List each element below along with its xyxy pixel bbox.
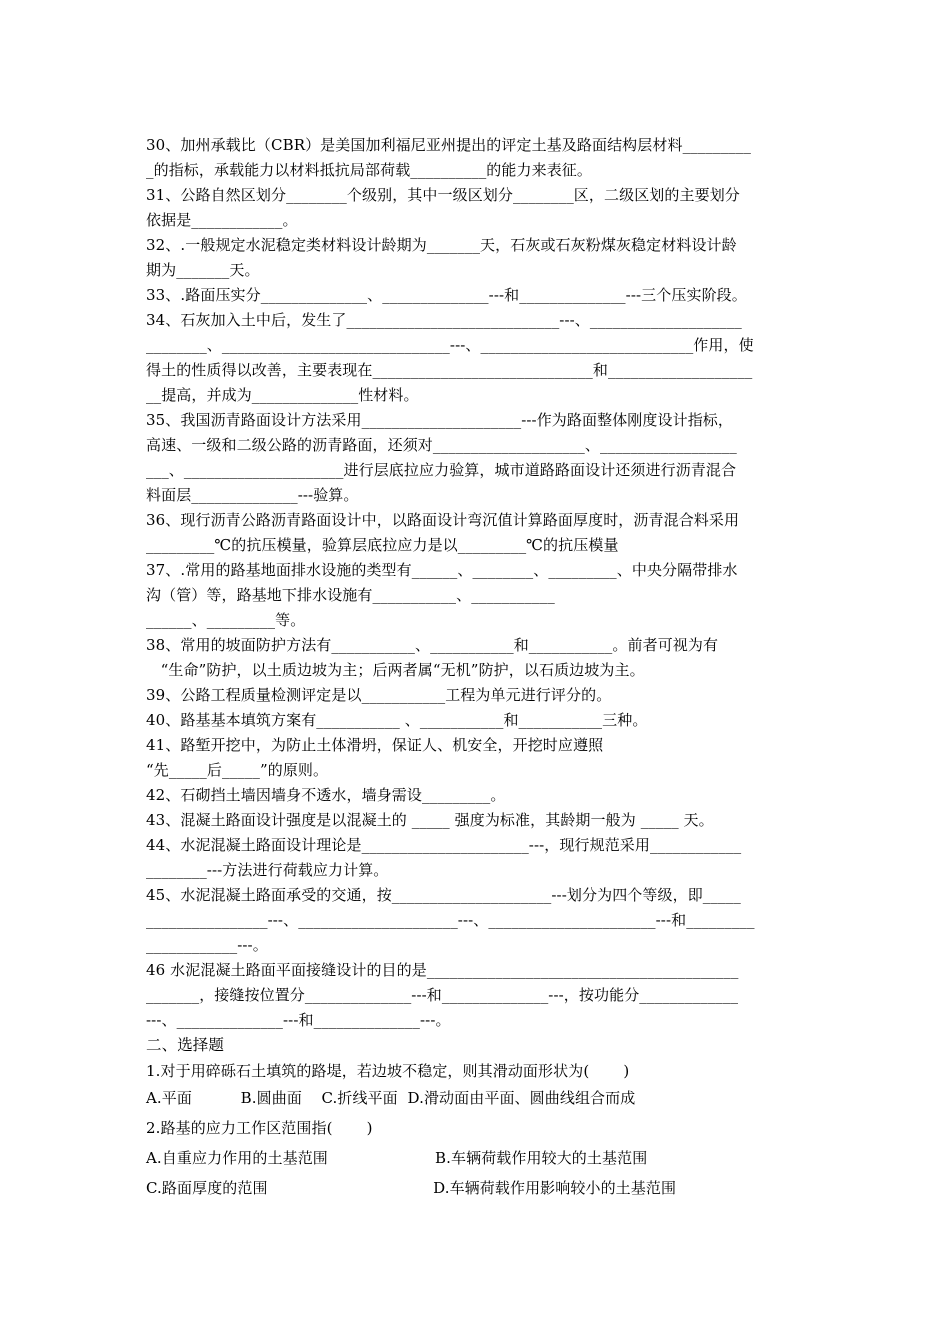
- choice-question-1-options: A.平面 B.圆曲面 C.折线平面 D.滑动面由平面、圆曲线组合而成: [146, 1089, 636, 1107]
- question-37-line-3: ______、_________等。: [146, 611, 306, 629]
- section-heading-choice: 二、选择题: [146, 1036, 225, 1054]
- question-31-line-1: 31、公路自然区划分________个级别，其中一级区划分________区，二级区划的主要划分: [146, 186, 740, 204]
- question-37-line-2: 沟（管）等，路基地下排水设施有___________、___________: [146, 586, 555, 604]
- question-42-line-1: 42、石砌挡土墙因墙身不透水，墙身需设_________。: [146, 786, 506, 804]
- question-37-line-1: 37、.常用的路基地面排水设施的类型有______、________、_________、中央分隔带排水: [146, 561, 738, 579]
- question-41-line-1: 41、路堑开挖中，为防止土体滑坍，保证人、机安全，开挖时应遵照: [146, 736, 604, 754]
- question-35-line-1: 35、我国沥青路面设计方法采用_____________________---作为路面整体刚度设计指标，: [146, 411, 733, 429]
- question-36-line-1: 36、现行沥青公路沥青路面设计中，以路面设计弯沉值计算路面厚度时，沥青混合料采用: [146, 511, 740, 529]
- question-34-line-2: ________、______________________________---、____________________________作用，使: [146, 336, 754, 354]
- question-36-line-2: _________℃的抗压模量，验算层底拉应力是以_________℃的抗压模量: [146, 536, 619, 554]
- question-30-line-1: 30、加州承载比（CBR）是美国加利福尼亚州提出的评定土基及路面结构层材料_________: [146, 136, 751, 154]
- question-46-line-3: ---、______________---和______________---。: [146, 1011, 451, 1029]
- question-35-line-4: 料面层______________---验算。: [146, 486, 359, 504]
- question-30-line-2: _的指标，承载能力以材料抵抗局部荷载__________的能力来表征。: [146, 161, 593, 179]
- question-35-line-2: 高速、一级和二级公路的沥青路面，还须对____________________、__________________: [146, 436, 737, 454]
- question-34-line-4: __提高，并成为______________性材料。: [146, 386, 419, 404]
- question-45-line-1: 45、水泥混凝土路面承受的交通，按_____________________---划分为四个等级，即_____: [146, 886, 741, 904]
- question-46-line-2: _______，接缝按位置分______________---和______________---，按功能分_____________: [146, 986, 739, 1004]
- question-45-line-2: ________________---、_____________________---、______________________---和_________: [146, 911, 755, 929]
- question-43-line-1: 43、混凝土路面设计强度是以混凝土的 _____ 强度为标准，其龄期一般为 _____ 天。: [146, 811, 714, 829]
- question-34-line-3: 得土的性质得以改善，主要表现在_____________________________和___________________: [146, 361, 753, 379]
- choice-question-2: 2.路基的应力工作区范围指( ): [146, 1119, 373, 1137]
- choice-question-2-options-cd: C.路面厚度的范围 D.车辆荷载作用影响较小的土基范围: [146, 1179, 677, 1197]
- question-32-line-2: 期为_______天。: [146, 261, 260, 279]
- question-38-line-1: 38、常用的坡面防护方法有___________、___________和___________。前者可视为有: [146, 636, 719, 654]
- question-34-line-1: 34、石灰加入土中后，发生了____________________________---、____________________: [146, 311, 742, 329]
- question-44-line-2: ________---方法进行荷载应力计算。: [146, 861, 389, 879]
- question-39-line-1: 39、公路工程质量检测评定是以___________工程为单元进行评分的。: [146, 686, 612, 704]
- question-31-line-2: 依据是____________。: [146, 211, 298, 229]
- question-41-line-2: “先_____后_____”的原则。: [146, 761, 329, 779]
- question-44-line-1: 44、水泥混凝土路面设计理论是______________________---，现行规范采用____________: [146, 836, 742, 854]
- question-33-line-1: 33、.路面压实分______________、______________---和______________---三个压实阶段。: [146, 286, 747, 304]
- question-38-line-2: “生命”防护，以土质边坡为主；后两者属“无机”防护，以石质边坡为主。: [146, 661, 645, 679]
- question-45-line-3: ____________---。: [146, 936, 268, 954]
- question-46-line-1: 46 水泥混凝土路面平面接缝设计的目的是_________________________________________: [146, 961, 739, 979]
- question-32-line-1: 32、.一般规定水泥稳定类材料设计龄期为_______天，石灰或石灰粉煤灰稳定材料设计龄: [146, 236, 737, 254]
- choice-question-1: 1.对于用碎砾石土填筑的路堤，若边坡不稳定，则其滑动面形状为( ): [146, 1062, 630, 1080]
- question-35-line-3: ___、_____________________进行层底拉应力验算，城市道路路面设计还须进行沥青混合: [146, 461, 737, 479]
- choice-question-2-options-ab: A.自重应力作用的土基范围 B.车辆荷载作用较大的土基范围: [146, 1149, 648, 1167]
- question-40-line-1: 40、路基基本填筑方案有___________ 、___________和___________三种。: [146, 711, 648, 729]
